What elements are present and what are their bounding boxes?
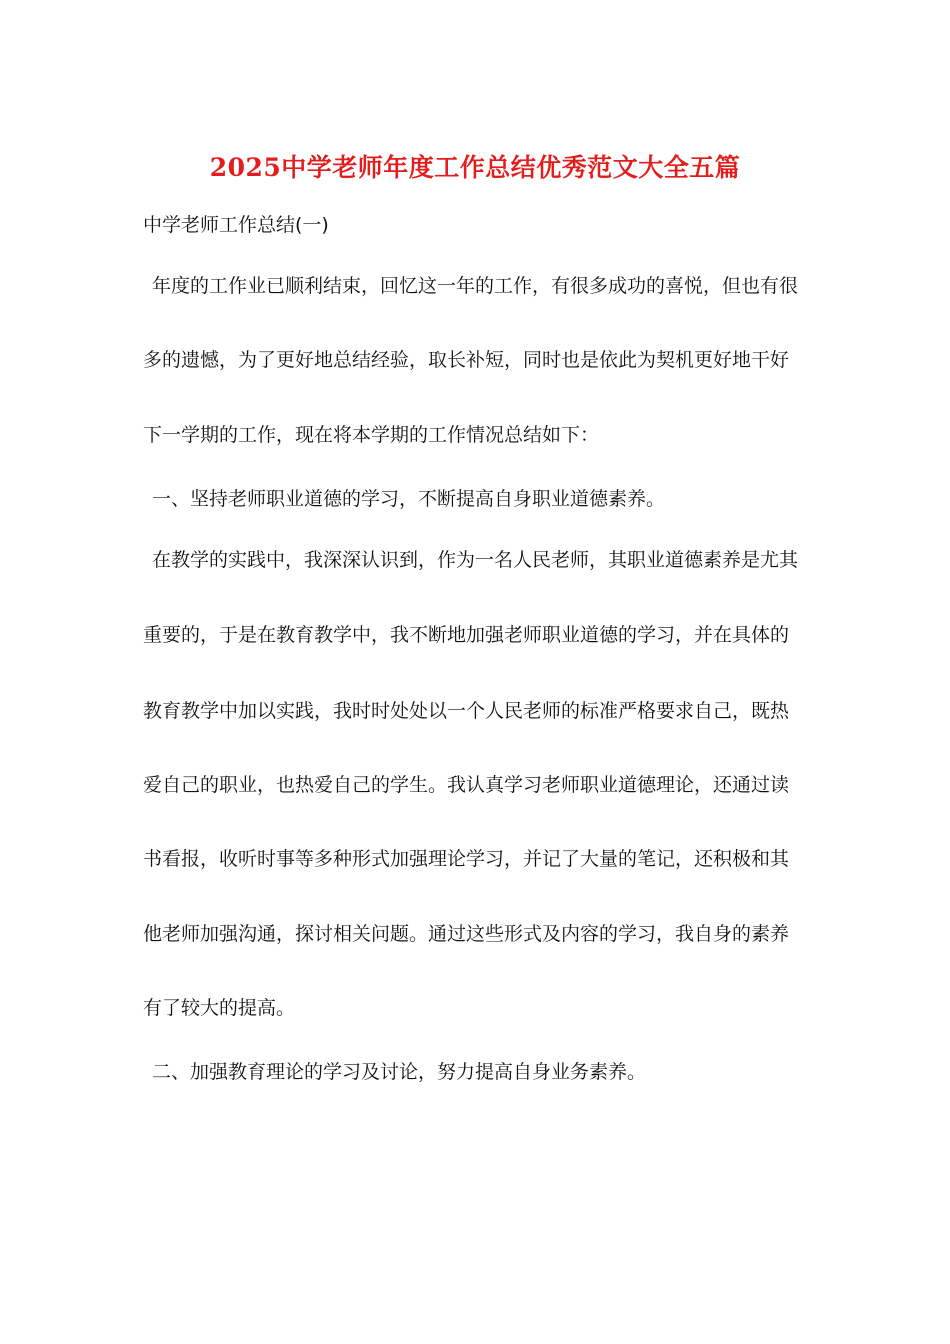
paragraph-line-10: 有了较大的提高。 bbox=[143, 997, 296, 1019]
section-subtitle: 中学老师工作总结(一) bbox=[143, 214, 329, 236]
section-heading-1: 一、坚持老师职业道德的学习，不断提高自身职业道德素养。 bbox=[152, 488, 666, 510]
paragraph-line-6: 教育教学中加以实践，我时时处处以一个人民老师的标准严格要求自己，既热 bbox=[143, 700, 790, 722]
paragraph-line-8: 书看报，收听时事等多种形式加强理论学习，并记了大量的笔记，还积极和其 bbox=[143, 848, 790, 870]
section-heading-2: 二、加强教育理论的学习及讨论，努力提高自身业务素养。 bbox=[152, 1061, 647, 1083]
paragraph-line-4: 在教学的实践中，我深深认识到，作为一名人民老师，其职业道德素养是尤其 bbox=[152, 549, 799, 571]
document-title: 2025中学老师年度工作总结优秀范文大全五篇 bbox=[209, 153, 741, 182]
paragraph-line-3: 下一学期的工作，现在将本学期的工作情况总结如下： bbox=[143, 424, 600, 446]
paragraph-line-2: 多的遗憾，为了更好地总结经验，取长补短，同时也是依此为契机更好地干好 bbox=[143, 349, 790, 371]
paragraph-line-9: 他老师加强沟通，探讨相关问题。通过这些形式及内容的学习，我自身的素养 bbox=[143, 923, 790, 945]
paragraph-line-5: 重要的，于是在教育教学中，我不断地加强老师职业道德的学习，并在具体的 bbox=[143, 624, 790, 646]
paragraph-line-7: 爱自己的职业，也热爱自己的学生。我认真学习老师职业道德理论，还通过读 bbox=[143, 774, 790, 796]
paragraph-line-1: 年度的工作业已顺利结束，回忆这一年的工作，有很多成功的喜悦，但也有很 bbox=[152, 275, 799, 297]
